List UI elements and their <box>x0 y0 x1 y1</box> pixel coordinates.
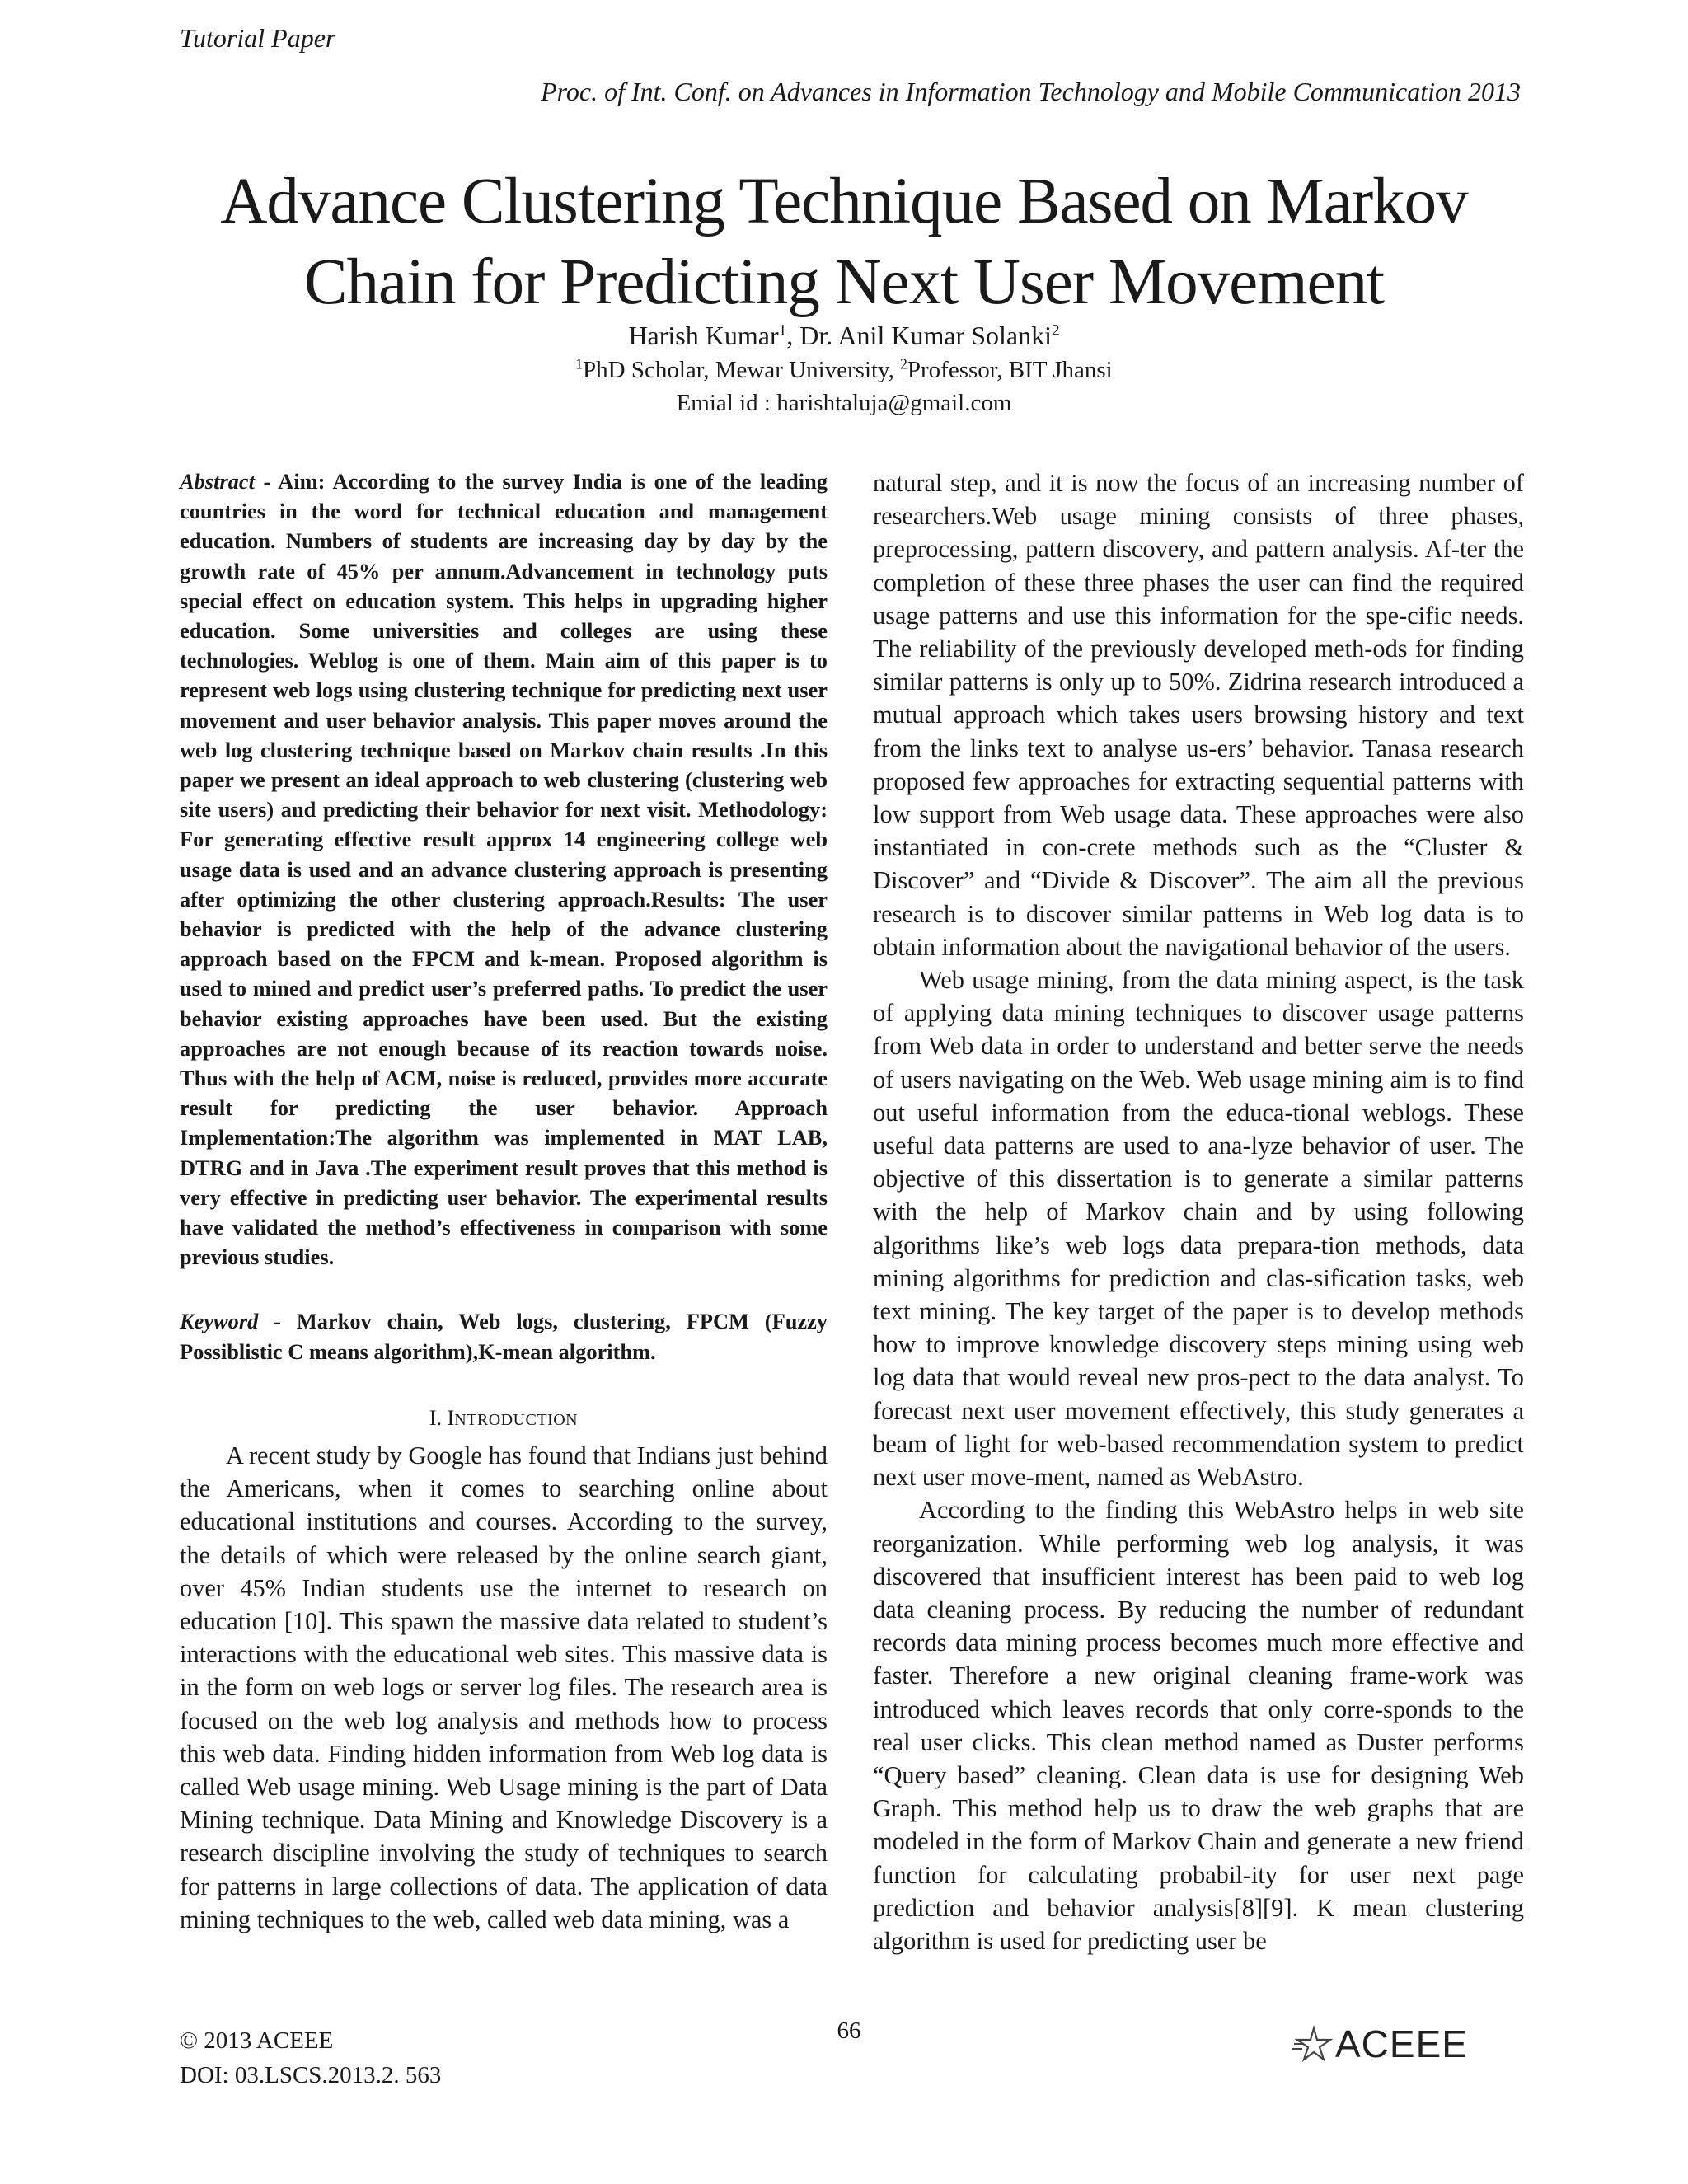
author-list <box>180 318 1508 353</box>
copyright: © 2013 ACEEE <box>180 2027 334 2054</box>
author-1: Harish Kumar <box>628 321 779 350</box>
paper-title <box>180 162 1508 323</box>
star-logo-icon <box>1292 2023 1334 2064</box>
right-paragraph-1: natural step, and it is now the focus of an increasing number of researchers.Web usage mining consists of three phases, preprocessing, pattern discovery, and pattern analysis. Af-ter the completion of these three phases the user can find the required usage patterns and use this information for the spe-cific needs. The reliability of the previously developed meth-ods for finding similar patterns is only up to 50%. Zidrina research introduced a mutual approach which takes users browsing history and text from the links text to analyse us-ers’ behavior. Tanasa research proposed few approaches for extracting sequential patterns with low support from Web usage data. These approaches were also instantiated in con-crete methods such as the “Cluster & Discover” and “Divide & Discover”. The aim all the previous research is to discover similar patterns in Web log data is to obtain information about the navigational behavior of the users. <box>873 469 1524 961</box>
author-2-sup: 2 <box>1051 321 1060 340</box>
aceee-logo <box>1292 2023 1468 2064</box>
section-numeral: I. I <box>429 1405 455 1430</box>
affil-2: Professor, BIT Jhansi <box>907 357 1113 383</box>
keywords <box>180 1306 828 1366</box>
title-line-2: Chain for Predicting Next User Movement <box>303 246 1385 318</box>
author-email: Emial id : harishtaluja@gmail.com <box>676 390 1012 416</box>
author-1-sup: 1 <box>778 321 787 340</box>
section-title-rest: NTRODUCTION <box>454 1410 579 1429</box>
keyword-text: - Markov chain, Web logs, clustering, FPCM (Fuzzy Possiblistic C means algorithm),K-mean algorithm. <box>180 1309 828 1364</box>
section-heading-introduction <box>180 1406 828 1431</box>
paper-type-label: Tutorial Paper <box>180 23 336 53</box>
proceedings-header: Proc. of Int. Conf. on Advances in Information Technology and Mobile Communication 2013 <box>541 77 1521 106</box>
right-paragraph-2: Web usage mining, from the data mining aspect, is the task of applying data mining techniques to discover usage patterns from Web data in order to understand and better serve the needs of users navigating on the Web. Web usage mining aim is to find out useful information from the educa-tional weblogs. These useful data patterns are used to ana-lyze behavior of user. The objective of this dissertation is to generate a similar patterns with the help of Markov chain and by using following algorithms like’s web logs data prepara-tion methods, data mining algorithms for prediction and clas-sification tasks, web text mining. The key target of the paper is to develop methods how to improve knowledge discovery steps mining using web log data that would reveal new pros-pect to the data analyst. To forecast next user movement effectively, this study generates a beam of light for web-based recommendation system to predict next user move-ment, named as WebAstro. <box>873 966 1524 1492</box>
abstract <box>180 466 828 1272</box>
intro-paragraph-1: A recent study by Google has found that Indians just behind the Americans, when it comes to searching online about educational institutions and courses. According to the survey, the details of which were released by the online search giant, over 45% Indian students use the internet to research on education [10]. This spawn the massive data related to student’s interactions with the educational web sites. This massive data is in the form on web logs or server log files. The research area is focused on the web log analysis and methods how to process this web data. Finding hidden information from Web log data is called Web usage mining. Web Usage mining is the part of Data Mining technique. Data Mining and Knowledge Discovery is a research discipline involving the study of techniques to search for patterns in large collections of data. The application of data mining techniques to the web, called web data mining, was a <box>180 1441 828 1933</box>
author-2: Dr. Anil Kumar Solanki <box>799 321 1052 350</box>
logo-text: ACEEE <box>1335 2022 1468 2065</box>
author-separator: , <box>786 321 800 350</box>
affil-1-sup: 1 <box>575 355 583 373</box>
doi: DOI: 03.LSCS.2013.2. 563 <box>180 2062 442 2088</box>
page-number: 66 <box>837 2018 861 2044</box>
abstract-label: Abstract <box>180 469 255 494</box>
left-column <box>180 466 828 1936</box>
affil-2-sup: 2 <box>900 355 907 373</box>
affil-1: PhD Scholar, Mewar University, <box>583 357 901 383</box>
affiliations <box>180 354 1508 386</box>
keyword-label: Keyword <box>180 1309 259 1334</box>
right-column <box>873 466 1524 1957</box>
abstract-text: - Aim: According to the survey India is one of the leading countries in the word for technical education and management education. Numbers of students are increasing day by day by the growth rate of 45% per annum.Advancement in technology puts special effect on education system. This helps in upgrading higher education. Some universities and colleges are using these technologies. Weblog is one of them. Main aim of this paper is to represent web logs using clustering technique for predicting next user movement and user behavior analysis. This paper moves around the web log clustering technique based on Markov chain results .In this paper we present an ideal approach to web clustering (clustering web site users) and predicting their behavior for next visit. Methodology: For generating effective result approx 14 engineering college web usage data is used and an advance clustering approach is presenting after optimizing the other clustering approach.Results: The user behavior is predicted with the help of the advance clustering approach based on the FPCM and k-mean. Proposed algorithm is used to mined and predict user’s preferred paths. To predict the user behavior existing approaches have been used. But the existing approaches are not enough because of its reaction towards noise. Thus with the help of ACM, noise is reduced, provides more accurate result for predicting the user behavior. Approach Implementation:The algorithm was implemented in MAT LAB, DTRG and in Java .The experiment result proves that this method is very effective in predicting user behavior. The experimental results have validated the method’s effectiveness in comparison with some previous studies. <box>180 469 828 1270</box>
right-paragraph-3: According to the finding this WebAstro helps in web site reorganization. While performing web log analysis, it was discovered that insufficient interest has been paid to web log data cleaning process. By reducing the number of redundant records data mining process becomes much more effective and faster. Therefore a new original cleaning frame-work was introduced which leaves records that only corre-sponds to the real user clicks. This clean method named as Duster performs “Query based” cleaning. Clean data is use for designing Web Graph. This method help us to draw the web graphs that are modeled in the form of Markov Chain and generate a new friend function for calculating probabil-ity for user next page prediction and behavior analysis[8][9]. K mean clustering algorithm is used for predicting user be <box>873 1496 1524 1955</box>
footer-left <box>180 2023 441 2093</box>
title-line-1: Advance Clustering Technique Based on Markov <box>220 166 1468 237</box>
